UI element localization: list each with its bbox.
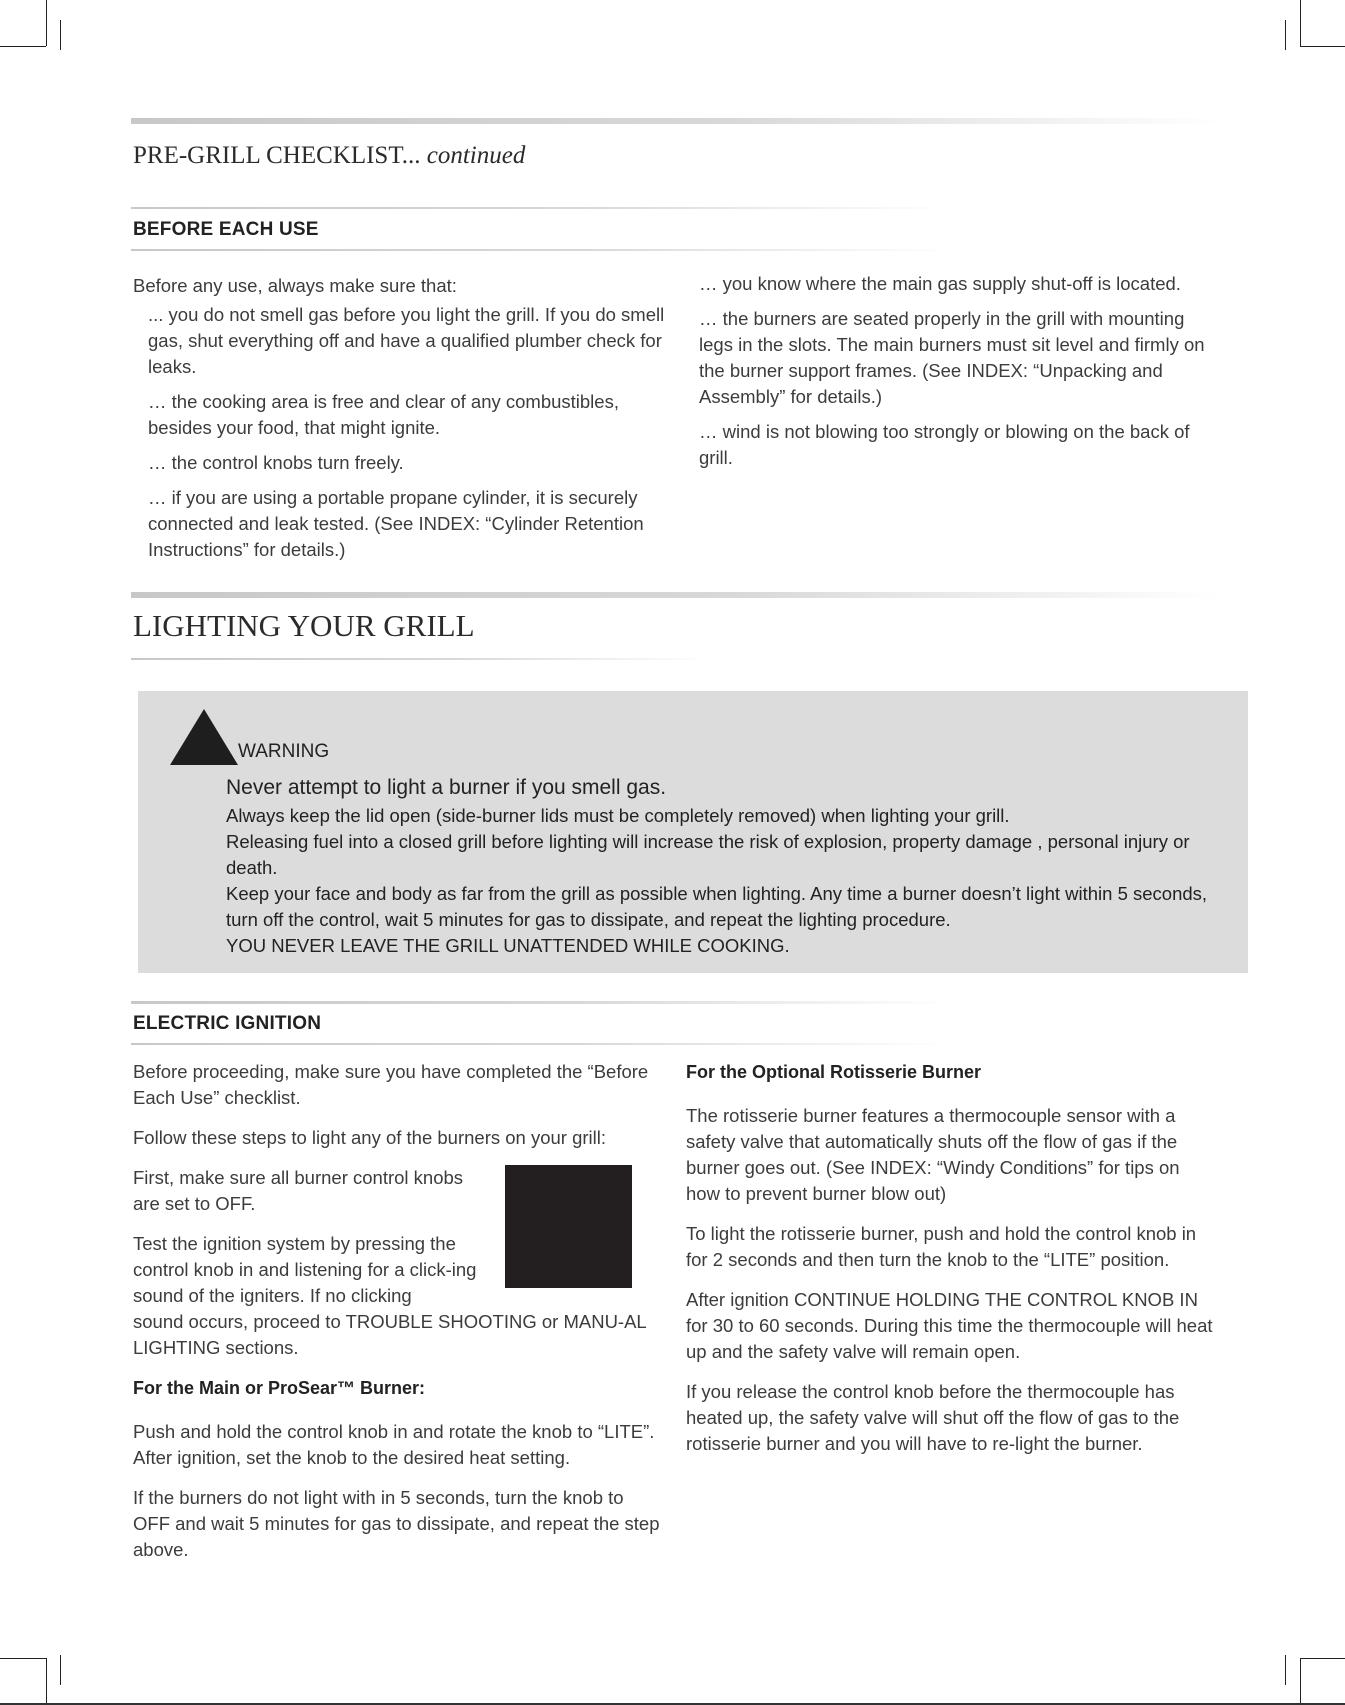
ignition-paragraph: Follow these steps to light any of the burners on your grill: [133, 1127, 607, 1148]
warning-headline: Never attempt to light a burner if you smell gas. [226, 776, 667, 799]
ignition-top-rule [131, 1001, 951, 1004]
crop-mark-tr-v [1300, 0, 1301, 46]
rotisserie-paragraph: The rotisserie burner features a thermocouple sensor with a safety valve that automatically shuts off the flow of gas if the burner goes out. (See INDEX: “Windy Conditions” for tips on how to prevent burner blow out) [686, 1105, 1180, 1204]
before-use-heading: BEFORE EACH USE [133, 219, 319, 240]
warning-text [226, 775, 1236, 959]
checklist-item: … the burners are seated properly in the grill with mounting legs in the slots. The main burners must sit level and firmly on the burner support frames. (See INDEX: “Unpacking and Assembly” for details.) [699, 308, 1205, 407]
crop-mark-tl-v [46, 0, 47, 46]
warning-box [138, 691, 1248, 973]
crop-mark-tl-h [0, 46, 46, 47]
warning-line: Keep your face and body as far from the grill as possible when lighting. Any time a burner doesn’t light within 5 seconds, turn off the control, wait 5 minutes for gas to dissipate, and repeat the lighting procedure. [226, 883, 1208, 930]
rotisserie-paragraph: If you release the control knob before the thermocouple has heated up, the safety valve will shut off the flow of gas to the rotisserie burner and you will have to re-light the burner. [686, 1381, 1180, 1454]
ignition-paragraph: If the burners do not light with in 5 seconds, turn the knob to OFF and wait 5 minutes for gas to dissipate, and repeat the step above. [133, 1487, 660, 1560]
lighting-title: LIGHTING YOUR GRILL [133, 608, 475, 643]
ignition-left-column [133, 1059, 663, 1572]
crop-mark-tr-v2 [1285, 20, 1286, 50]
checklist-title-underline [131, 207, 951, 209]
crop-mark-br-v [1300, 1658, 1301, 1705]
crop-mark-br-h [1300, 1658, 1345, 1659]
ignition-paragraph: Push and hold the control knob in and rotate the knob to “LITE”. After ignition, set the knob to the desired heat setting. [133, 1421, 655, 1468]
crop-mark-tl-v2 [60, 20, 61, 50]
rotisserie-paragraph: After ignition CONTINUE HOLDING THE CONTROL KNOB IN for 30 to 60 seconds. During this time the thermocouple will heat up and the safety valve will remain open. [686, 1289, 1213, 1362]
ignition-underline [131, 1043, 951, 1045]
checklist-item: … wind is not blowing too strongly or blowing on the back of grill. [699, 421, 1190, 468]
lighting-title-underline [131, 658, 711, 660]
checklist-item: ... you do not smell gas before you light the grill. If you do smell gas, shut everything off and have a qualified plumber check for leaks. [148, 304, 665, 377]
ignition-paragraph: Before proceeding, make sure you have completed the “Before Each Use” checklist. [133, 1061, 649, 1108]
rotisserie-paragraph: To light the rotisserie burner, push and hold the control knob in for 2 seconds and then turn the knob to the “LITE” position. [686, 1223, 1197, 1270]
before-use-underline [131, 249, 951, 251]
checklist-item: … the control knobs turn freely. [148, 452, 404, 473]
checklist-title [133, 142, 525, 170]
checklist-title-continued: continued [420, 142, 526, 169]
checklist-item: … you know where the main gas supply shut-off is located. [699, 273, 1181, 294]
crop-mark-bl-h [0, 1658, 46, 1659]
main-burner-heading: For the Main or ProSear™ Burner: [133, 1378, 426, 1398]
warning-label: WARNING [238, 741, 330, 762]
rotisserie-heading: For the Optional Rotisserie Burner [686, 1062, 982, 1082]
lighting-top-rule [131, 592, 1221, 598]
crop-mark-br-v2 [1285, 1655, 1286, 1685]
checklist-item: … the cooking area is free and clear of any combustibles, besides your food, that might ignite. [148, 391, 619, 438]
checklist-intro: Before any use, always make sure that: [133, 275, 457, 296]
checklist-left-column [133, 273, 668, 572]
ignition-paragraph: Test the ignition system by pressing the control knob in and listening for a click-ing sound of the igniters. If no clicking [133, 1233, 477, 1306]
ignition-right-column [686, 1059, 1216, 1466]
warning-line: YOU NEVER LEAVE THE GRILL UNATTENDED WHILE COOKING. [226, 935, 790, 956]
crop-mark-tr-h [1300, 46, 1345, 47]
warning-line: Releasing fuel into a closed grill before lighting will increase the risk of explosion, property damage , personal injury or death. [226, 831, 1190, 878]
checklist-title-main: PRE-GRILL CHECKLIST... [133, 142, 421, 169]
checklist-right-column [699, 271, 1219, 480]
ignition-paragraph: First, make sure all burner control knobs are set to OFF. [133, 1167, 464, 1214]
ignition-heading: ELECTRIC IGNITION [133, 1013, 322, 1034]
crop-mark-bl-v2 [60, 1655, 61, 1685]
warning-triangle-icon [170, 709, 238, 765]
warning-line: Always keep the lid open (side-burner lids must be completely removed) when lighting your grill. [226, 805, 1010, 826]
ignition-paragraph: sound occurs, proceed to TROUBLE SHOOTING or MANU-AL LIGHTING sections. [133, 1311, 647, 1358]
checklist-item: … if you are using a portable propane cylinder, it is securely connected and leak tested. (See INDEX: “Cylinder Retention Instructions” for details.) [148, 487, 644, 560]
crop-mark-bl-v [46, 1658, 47, 1705]
top-rule [131, 118, 1221, 124]
